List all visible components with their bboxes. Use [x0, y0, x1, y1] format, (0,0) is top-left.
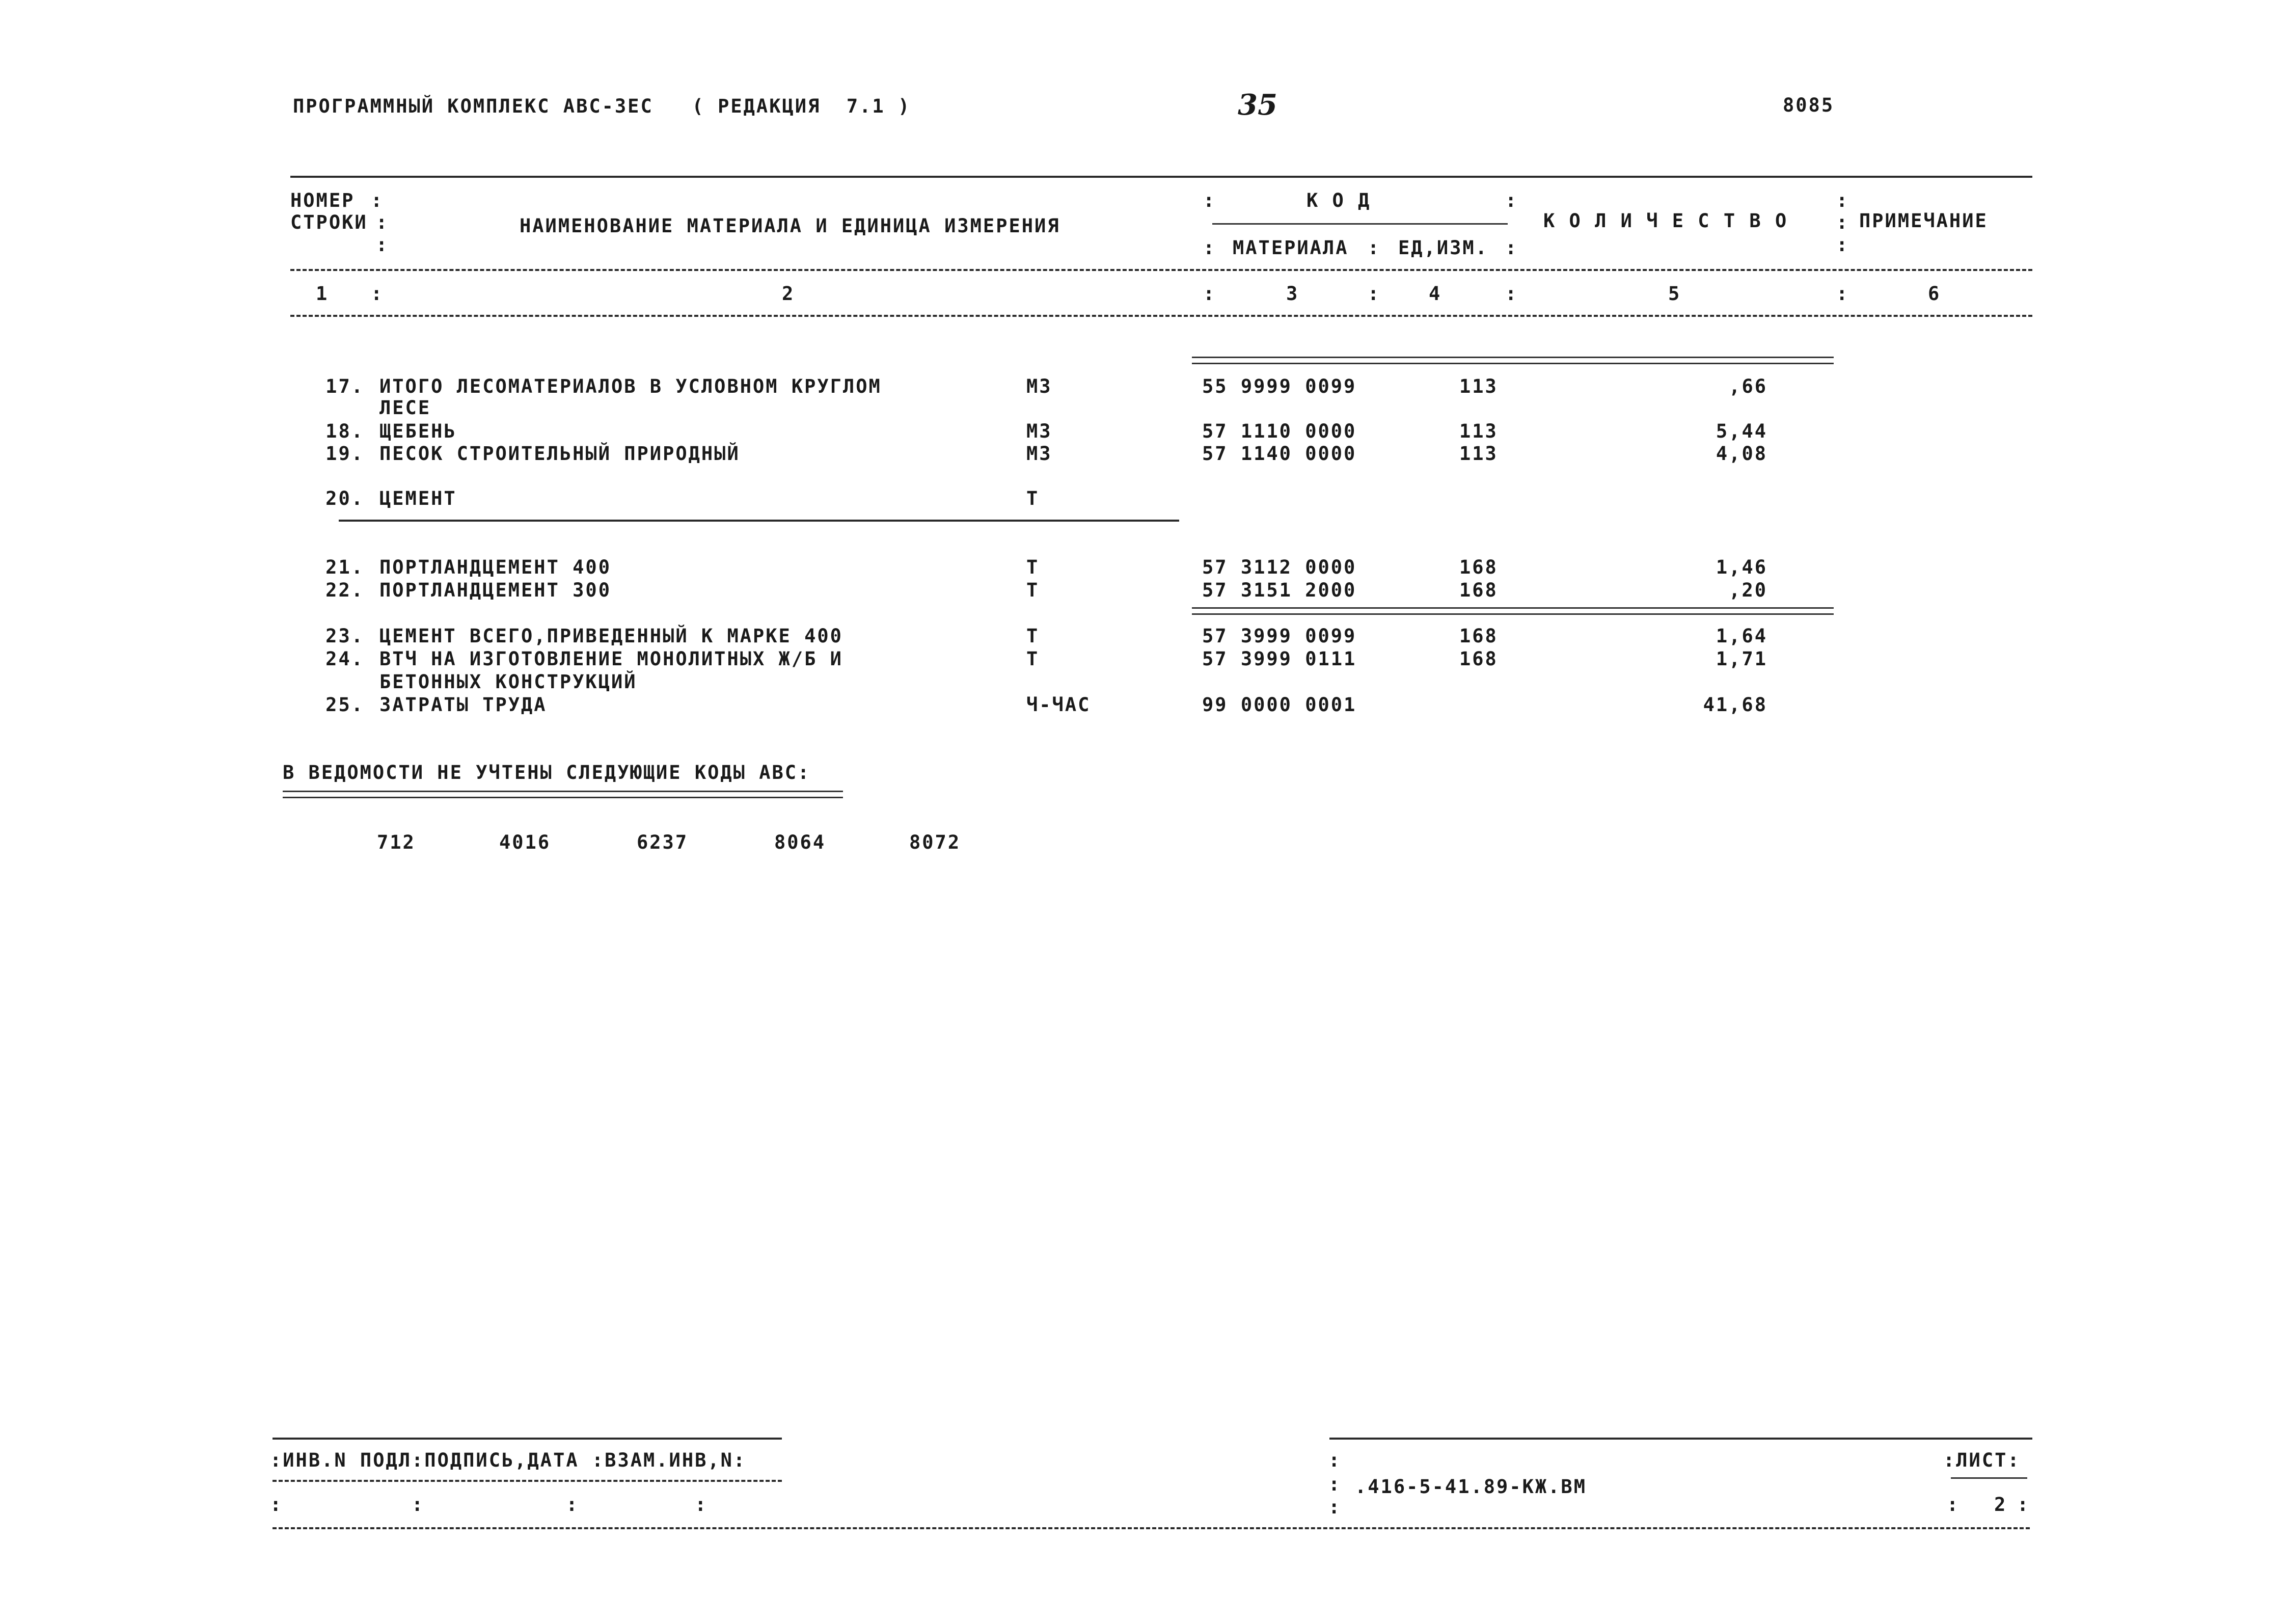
material-code: 55 9999 0099 — [1202, 375, 1357, 397]
row-number: 22. — [325, 579, 364, 601]
unit-code: 113 — [1459, 443, 1498, 465]
unit: Т — [1026, 579, 1040, 601]
row-number: 23. — [325, 625, 364, 647]
sep: : — [1203, 237, 1215, 259]
sep: : — [1947, 1494, 1958, 1515]
sep: : — [1328, 1496, 1340, 1518]
sheet-label: :ЛИСТ: — [1943, 1449, 2021, 1471]
stamp-left-cells: : : : : — [270, 1494, 708, 1515]
sep: : — [1505, 190, 1517, 211]
notice-rule — [283, 791, 843, 798]
unit: М3 — [1026, 443, 1052, 465]
sep: : — [1203, 190, 1215, 211]
sheet-number: 2 — [1994, 1494, 2007, 1515]
unit-code: 113 — [1459, 375, 1498, 397]
material-name: ИТОГО ЛЕСОМАТЕРИАЛОВ В УСЛОВНОМ КРУГЛОМ — [379, 375, 882, 397]
unit-code: 113 — [1459, 420, 1498, 442]
excluded-code: 4016 — [499, 831, 551, 853]
row-number: 25. — [325, 694, 364, 716]
col-note-header: ПРИМЕЧАНИЕ — [1859, 210, 1988, 232]
sep: : — [1328, 1449, 1340, 1471]
quantity: 5,44 — [1716, 420, 1767, 442]
col-name-header: НАИМЕНОВАНИЕ МАТЕРИАЛА И ЕДИНИЦА ИЗМЕРЕНИЯ — [520, 215, 1060, 237]
col-code-unit: ЕД,ИЗМ. — [1398, 237, 1488, 259]
unit: Т — [1026, 625, 1040, 647]
doc-code: 8085 — [1783, 94, 1835, 116]
stamp-bottom-rule — [273, 1527, 2030, 1529]
quantity: 1,64 — [1716, 625, 1767, 647]
material-name: ЦЕМЕНТ — [379, 488, 457, 509]
page-number: 35 — [1238, 88, 1277, 122]
sep: : — [376, 234, 388, 256]
quantity: 1,71 — [1716, 648, 1767, 670]
stamp-left-top-rule — [273, 1438, 782, 1440]
unit: Т — [1026, 556, 1040, 578]
sep: : — [1836, 283, 1848, 305]
row-number: 19. — [325, 443, 364, 465]
quantity: ,66 — [1729, 375, 1767, 397]
col-num-4: 4 — [1429, 283, 1442, 305]
row-number: 18. — [325, 420, 364, 442]
col-row-number-line2: СТРОКИ — [290, 211, 368, 233]
sep: : — [1505, 283, 1517, 305]
material-name-cont: ЛЕСЕ — [379, 397, 431, 419]
quantity: ,20 — [1729, 579, 1767, 601]
material-name: ПОРТЛАНДЦЕМЕНТ 400 — [379, 556, 611, 578]
stamp-left-mid-rule — [273, 1480, 782, 1482]
unit-code: 168 — [1459, 556, 1498, 578]
sep: : — [1328, 1473, 1340, 1495]
unit: М3 — [1026, 375, 1052, 397]
group-underline — [339, 520, 1179, 522]
total-rule — [1192, 357, 1834, 364]
col-num-1: 1 — [316, 283, 329, 305]
sep: : — [2017, 1494, 2029, 1515]
material-name: ПЕСОК СТРОИТЕЛЬНЫЙ ПРИРОДНЫЙ — [379, 443, 740, 465]
material-code: 57 3112 0000 — [1202, 556, 1357, 578]
col-quantity-header: К О Л И Ч Е С Т В О — [1543, 210, 1788, 232]
row-number: 21. — [325, 556, 364, 578]
sep: : — [1836, 234, 1848, 256]
unit: Т — [1026, 648, 1040, 670]
stamp-right-top-rule — [1329, 1438, 2032, 1440]
excluded-code: 8064 — [774, 831, 826, 853]
quantity: 4,08 — [1716, 443, 1767, 465]
header-top-rule — [290, 176, 2032, 178]
sep: : — [1505, 237, 1517, 259]
row-number: 20. — [325, 488, 364, 509]
unit-code: 168 — [1459, 625, 1498, 647]
col-num-5: 5 — [1668, 283, 1681, 305]
material-name: ПОРТЛАНДЦЕМЕНТ 300 — [379, 579, 611, 601]
sep: : — [1368, 237, 1379, 259]
col-num-3: 3 — [1286, 283, 1299, 305]
excluded-codes-notice: В ВЕДОМОСТИ НЕ УЧТЕНЫ СЛЕДУЮЩИЕ КОДЫ АВС: — [283, 762, 811, 783]
header-bottom-rule — [290, 315, 2032, 317]
sep: : — [1836, 211, 1848, 233]
excluded-code: 8072 — [909, 831, 961, 853]
material-code: 57 3999 0099 — [1202, 625, 1357, 647]
stamp-left-labels: :ИНВ.N ПОДЛ:ПОДПИСЬ,ДАТА :ВЗАМ.ИНВ,N: — [270, 1449, 747, 1471]
unit: М3 — [1026, 420, 1052, 442]
row-number: 17. — [325, 375, 364, 397]
sheet-rule — [1951, 1477, 2027, 1479]
unit-code: 168 — [1459, 579, 1498, 601]
unit: Ч-ЧАС — [1026, 694, 1091, 716]
quantity: 1,46 — [1716, 556, 1767, 578]
excluded-code: 712 — [377, 831, 416, 853]
unit-code: 168 — [1459, 648, 1498, 670]
material-name-cont: БЕТОННЫХ КОНСТРУКЦИЙ — [379, 671, 637, 693]
unit: Т — [1026, 488, 1040, 509]
row-number: 24. — [325, 648, 364, 670]
material-name: ЗАТРАТЫ ТРУДА — [379, 694, 547, 716]
material-code: 99 0000 0001 — [1202, 694, 1357, 716]
document-designation: .416-5-41.89-КЖ.ВМ — [1355, 1476, 1587, 1498]
sep: : — [1836, 190, 1848, 211]
material-code: 57 1110 0000 — [1202, 420, 1357, 442]
code-sub-rule — [1212, 223, 1508, 225]
sep: : — [1368, 283, 1379, 305]
material-code: 57 3151 2000 — [1202, 579, 1357, 601]
quantity: 41,68 — [1703, 694, 1767, 716]
header-mid-rule — [290, 269, 2032, 271]
program-title: ПРОГРАММНЫЙ КОМПЛЕКС АВС-3ЕС ( РЕДАКЦИЯ 7.1 ) — [293, 95, 911, 117]
col-num-2: 2 — [782, 283, 795, 305]
material-code: 57 3999 0111 — [1202, 648, 1357, 670]
material-code: 57 1140 0000 — [1202, 443, 1357, 465]
material-name: ЩЕБЕНЬ — [379, 420, 457, 442]
sep: : — [376, 211, 388, 233]
col-row-number-line1: НОМЕР — [290, 190, 355, 211]
sep: : — [371, 283, 383, 305]
sep: : — [1203, 283, 1215, 305]
excluded-code: 6237 — [637, 831, 689, 853]
col-code-header: К О Д — [1307, 190, 1371, 211]
material-name: ЦЕМЕНТ ВСЕГО,ПРИВЕДЕННЫЙ К МАРКЕ 400 — [379, 625, 843, 647]
sep: : — [371, 190, 383, 211]
total-rule — [1192, 607, 1834, 615]
material-name: ВТЧ НА ИЗГОТОВЛЕНИЕ МОНОЛИТНЫХ Ж/Б И — [379, 648, 843, 670]
col-num-6: 6 — [1928, 283, 1941, 305]
col-code-material: МАТЕРИАЛА — [1233, 237, 1349, 259]
